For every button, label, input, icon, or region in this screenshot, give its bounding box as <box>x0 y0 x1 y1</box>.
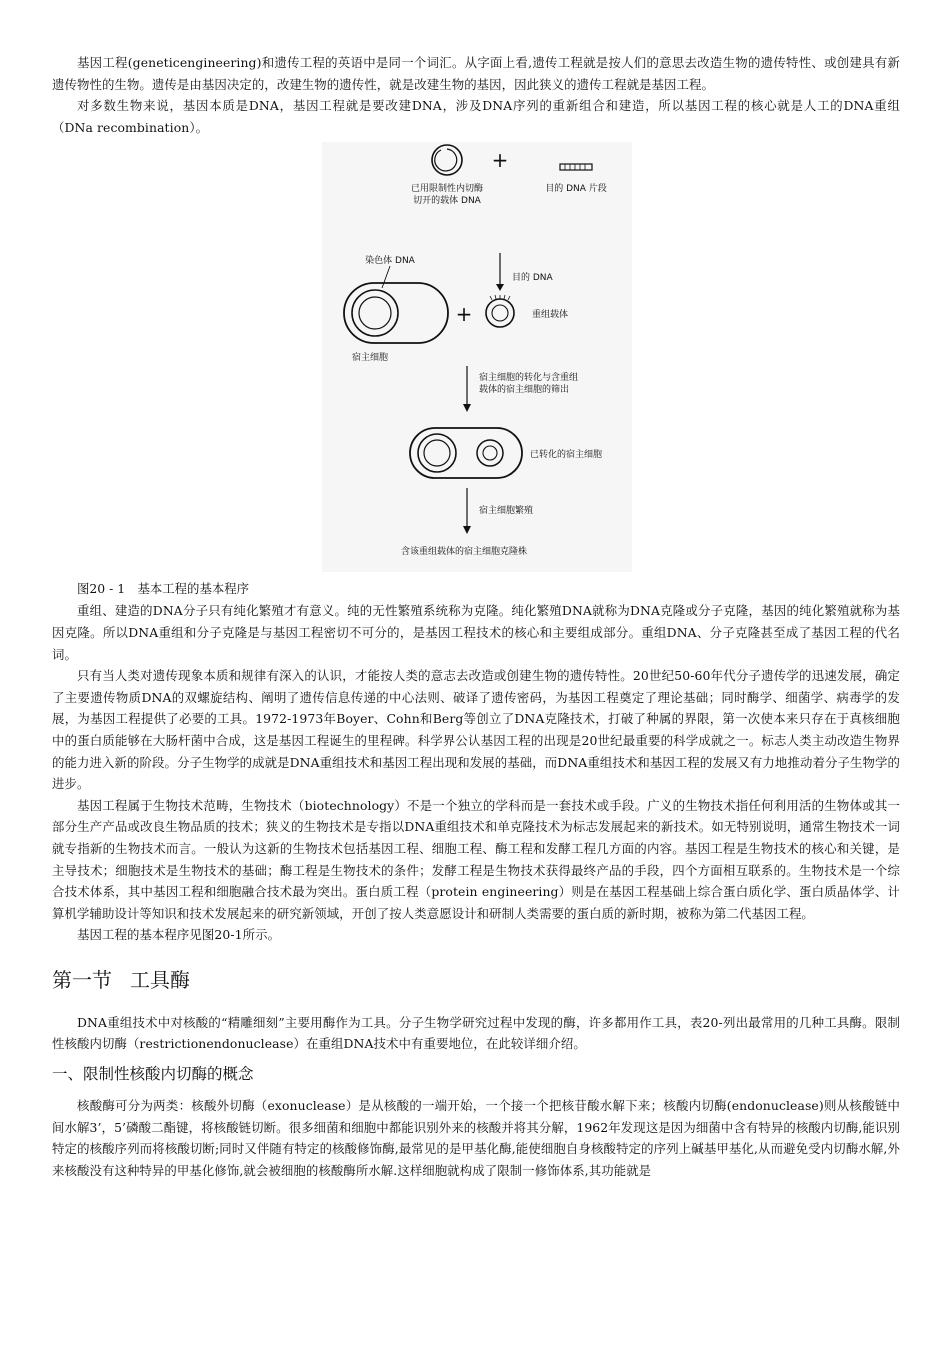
subsection-paragraph: 核酸酶可分为两类：核酸外切酶（exonuclease）是从核酸的一端开始，一个接一个把核苷酸水解下来；核酸内切酶(endonuclease)则从核酸链中间水解3’，5’磷酸二酯键，将核酸链切断。很多细菌和细胞中都能识别外来的核酸并将其分解，1962年发现这是因为细菌中含有特异的核酸内切酶,能识别特定的核酸序列而将核酸切断;同时又伴随有特定的核酸修饰酶,最常见的是甲基化酶,能使细胞自身核酸特定的序列上碱基甲基化,从而避免受内切酶水解,外来核酸没有这种特异的甲基化修饰,就会被细胞的核酸酶所水解.这样细胞就构成了限制一修饰体系,其功能就是 <box>52 1098 900 1178</box>
transform-label-line1: 宿主细胞的转化与含重组 <box>479 373 579 384</box>
genetic-engineering-diagram <box>52 138 900 578</box>
plus-sign-top: + <box>491 148 509 173</box>
body-paragraph-1: 重组、建造的DNA分子只有纯化繁殖才有意义。纯的无性繁殖系统称为克隆。纯化繁殖DNA就称为DNA克隆或分子克隆，基因的纯化繁殖就称为基因克隆。所以DNA重组和分子克隆是与基因工程密切不可分的，是基因工程技术的核心和主要组成部分。重组DNA、分子克隆甚至成了基因工程的代名词。 <box>52 603 900 662</box>
cut-vector-label-line2: 切开的载体 DNA <box>413 196 481 207</box>
intro-paragraph-2: 对多数生物来说，基因本质是DNA，基因工程就是要改建DNA，涉及DNA序列的重新组合和建造，所以基因工程的核心就是人工的DNA重组（DNa recombination）。 <box>52 98 900 135</box>
cut-vector-label-line1: 已用限制性内切酶 <box>410 184 484 195</box>
body-paragraph-3: 基因工程属于生物技术范畴，生物技术（biotechnology）不是一个独立的学科而是一套技术或手段。广义的生物技术指任何利用活的生物体或其一部分生产产品或改良生物品质的技术；狭义的生物技术是专指以DNA重组技术和单克隆技术为标志发展起来的新技术。如无特别说明，通常生物技术一词就专指新的生物技术而言。一般认为这新的生物技术包括基因工程、细胞工程、酶工程和发酵工程几方面的内容。基因工程是生物技术的核心和关键，是主导技术；细胞技术是生物技术的基础；酶工程是生物技术的条件；发酵工程是生物技术获得最终产品的手段，四个方面相互联系的。生物技术是一个综合技术体系，其中基因工程和细胞融合技术最为突出。蛋白质工程（protein engineering）则是在基因工程基础上综合蛋白质化学、蛋白质晶体学、计算机学辅助设计等知识和技术发展起来的研究新领域，开创了按人类意愿设计和研制人类需要的蛋白质的新时期，被称为第二代基因工程。 <box>52 797 900 921</box>
target-dna-label: 目的 DNA <box>512 273 553 284</box>
host-cell-label: 宿主细胞 <box>351 353 389 364</box>
intro-paragraph-1: 基因工程(geneticengineering)和遗传工程的英语中是同一个词汇。从字面上看,遗传工程就是按人们的意思去改造生物的遗传特性、或创建具有新遗传物性的生物。遗传是由基因决定的，改建生物的遗传性，就是改建生物的基因，因此狭义的遗传工程就是基因工程。 <box>52 55 900 92</box>
figure-caption: 图20 - 1 基本工程的基本程序 <box>77 581 250 597</box>
proliferation-label: 宿主细胞繁殖 <box>479 506 534 517</box>
section-number: 第一节 <box>52 967 112 992</box>
plus-sign-middle: + <box>455 302 473 327</box>
transformed-cell-label: 已转化的宿主细胞 <box>530 450 603 461</box>
target-fragment-label: 目的 DNA 片段 <box>545 184 607 195</box>
chromosome-dna-label: 染色体 DNA <box>365 256 415 267</box>
clone-label: 含该重组载体的宿主细胞克隆株 <box>400 547 528 558</box>
document-page <box>52 52 900 1181</box>
section-intro-paragraph: DNA重组技术中对核酸的“精雕细刻”主要用酶作为工具。分子生物学研究过程中发现的酶，许多都用作工具，表20-列出最常用的几种工具酶。限制性核酸内切酶（restrictionendonuclease）在重组DNA技术中有重要地位，在此较详细介绍。 <box>52 1014 900 1052</box>
figure-20-1 <box>52 138 900 578</box>
section-heading <box>52 966 900 994</box>
transform-label-line2: 载体的宿主细胞的筛出 <box>479 385 570 396</box>
recombinant-vector-label: 重组载体 <box>532 310 569 321</box>
body-paragraph-4: 基因工程的基本程序见图20-1所示。 <box>77 927 281 943</box>
body-paragraph-2: 只有当人类对遗传现象本质和规律有深入的认识，才能按人类的意志去改造或创建生物的遗传特性。20世纪50-60年代分子遗传学的迅速发展，确定了主要遗传物质DNA的双螺旋结构、阐明了遗传信息传递的中心法则、破译了遗传密码，为基因工程奠定了理论基础；同时酶学、细菌学、病毒学的发展，为基因工程提供了必要的工具。1972-1973年Boyer、Cohn和Berg等创立了DNA克隆技术，打破了种属的界限，第一次使本来只存在于真核细胞中的蛋白质能够在大肠杆菌中合成，这是基因工程诞生的里程碑。科学界公认基因工程的出现是20世纪最重要的科学成就之一。标志人类主动改造生物界的能力进入新的阶段。分子生物学的成就是DNA重组技术和基因工程出现和发展的基础，而DNA重组技术和基因工程的发展又有力地推动着分子生物学的进步。 <box>52 668 900 792</box>
subsection-heading: 一、限制性核酸内切酶的概念 <box>52 1065 254 1084</box>
section-title: 工具酶 <box>130 967 190 992</box>
